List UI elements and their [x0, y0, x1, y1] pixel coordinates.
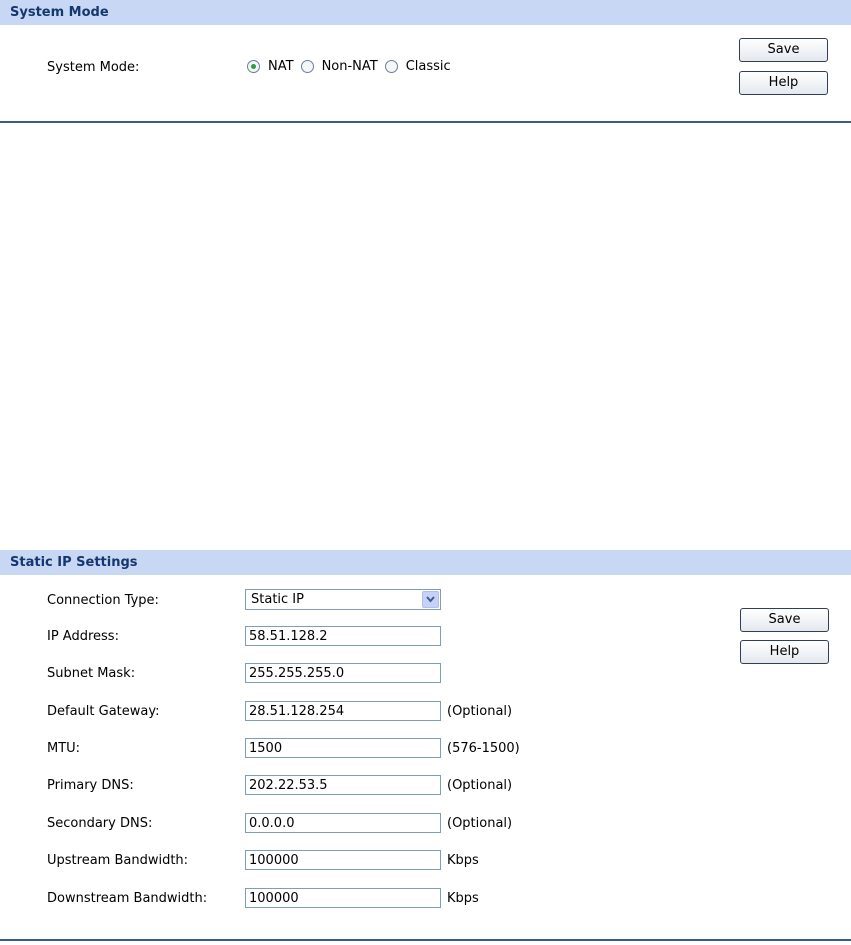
- mtu-label: MTU:: [47, 741, 81, 756]
- ip-address-input[interactable]: [245, 626, 441, 646]
- subnet-mask-label: Subnet Mask:: [47, 666, 136, 681]
- static-ip-help-button[interactable]: Help: [740, 640, 829, 664]
- static-ip-header: Static IP Settings: [0, 550, 851, 575]
- ip-address-label: IP Address:: [47, 629, 119, 644]
- upstream-bandwidth-label: Upstream Bandwidth:: [47, 853, 189, 868]
- system-mode-label: System Mode:: [47, 60, 140, 75]
- radio-classic[interactable]: [385, 60, 398, 73]
- mtu-input[interactable]: [245, 738, 441, 758]
- upstream-bandwidth-unit: Kbps: [447, 853, 479, 868]
- secondary-dns-input[interactable]: [245, 813, 441, 833]
- upstream-bandwidth-input[interactable]: [245, 850, 441, 870]
- subnet-mask-input[interactable]: [245, 663, 441, 683]
- system-mode-options: [247, 59, 458, 74]
- default-gateway-hint: (Optional): [447, 704, 513, 719]
- system-mode-panel: [0, 0, 851, 125]
- radio-nat-label[interactable]: NAT: [268, 59, 294, 74]
- primary-dns-hint: (Optional): [447, 778, 513, 793]
- static-ip-save-button[interactable]: Save: [740, 608, 829, 632]
- downstream-bandwidth-label: Downstream Bandwidth:: [47, 891, 208, 906]
- primary-dns-label: Primary DNS:: [47, 778, 134, 793]
- radio-classic-label[interactable]: Classic: [405, 59, 451, 74]
- connection-type-label: Connection Type:: [47, 593, 159, 608]
- connection-type-select[interactable]: [245, 589, 441, 610]
- mtu-hint: (576-1500): [447, 741, 520, 756]
- system-mode-header: System Mode: [0, 0, 851, 25]
- system-mode-help-button[interactable]: Help: [739, 71, 828, 95]
- default-gateway-label: Default Gateway:: [47, 704, 160, 719]
- default-gateway-input[interactable]: [245, 701, 441, 721]
- radio-non-nat-label[interactable]: Non-NAT: [321, 59, 378, 74]
- radio-non-nat[interactable]: [301, 60, 314, 73]
- radio-nat[interactable]: [247, 60, 260, 73]
- primary-dns-input[interactable]: [245, 775, 441, 795]
- secondary-dns-hint: (Optional): [447, 816, 513, 831]
- system-mode-divider: [0, 121, 851, 123]
- connection-type-value: Static IP: [251, 592, 304, 607]
- chevron-down-icon[interactable]: [422, 591, 439, 608]
- system-mode-save-button[interactable]: Save: [739, 38, 828, 62]
- static-ip-divider: [0, 939, 851, 941]
- downstream-bandwidth-unit: Kbps: [447, 891, 479, 906]
- secondary-dns-label: Secondary DNS:: [47, 816, 153, 831]
- downstream-bandwidth-input[interactable]: [245, 888, 441, 908]
